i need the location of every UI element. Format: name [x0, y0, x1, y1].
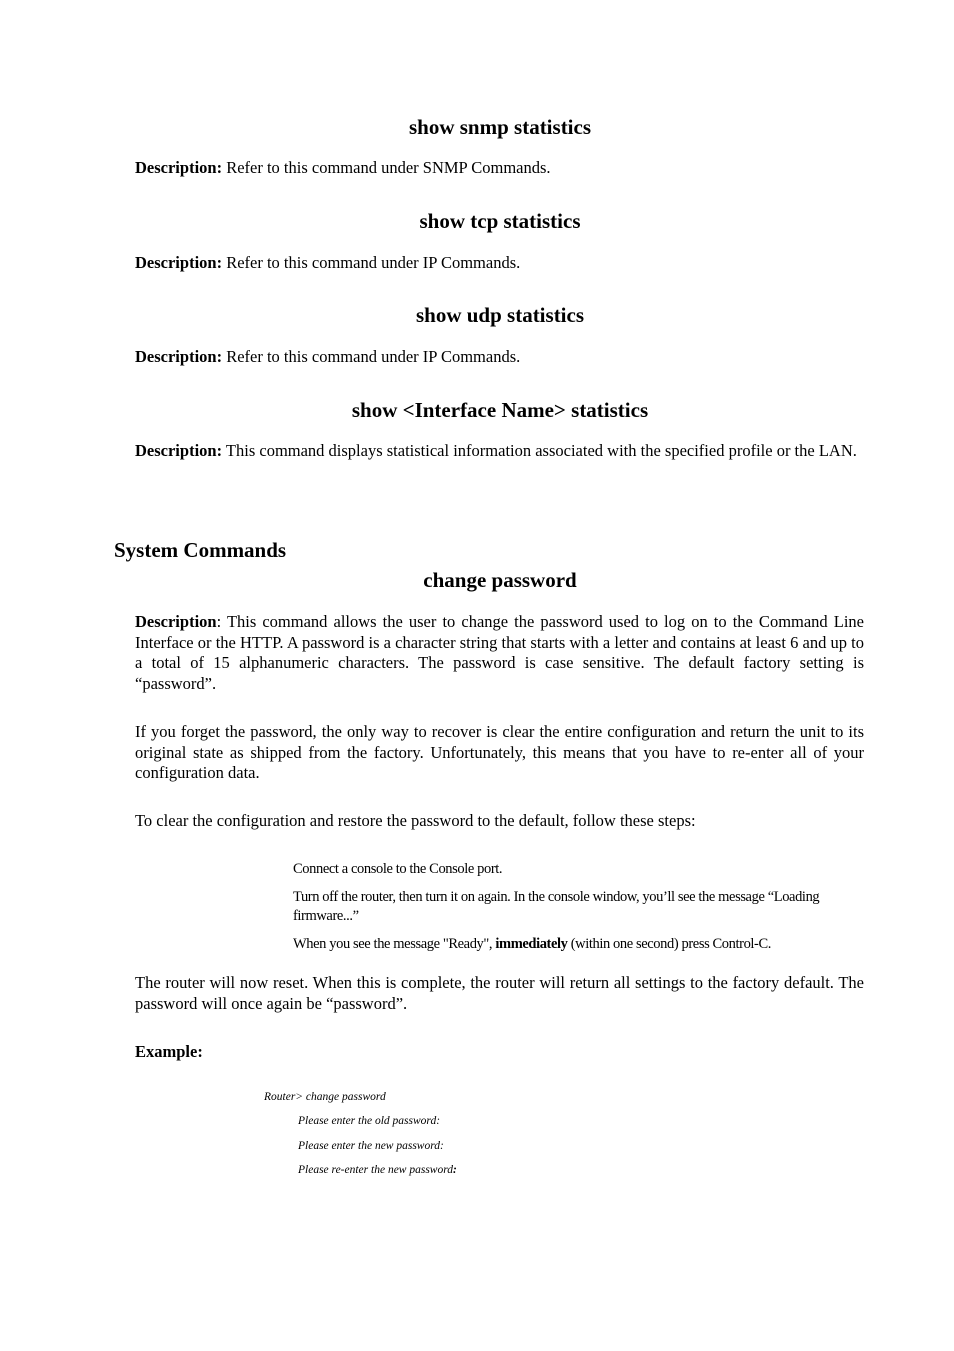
description-text: Refer to this command under IP Commands. [222, 347, 521, 366]
description-change-password [135, 612, 864, 694]
example-line: Please enter the old password: [298, 1115, 441, 1127]
description-label: Description: [135, 347, 223, 366]
description-label: Description: [135, 253, 223, 272]
paragraph-forgot-password: If you forget the password, the only way to recover is clear the entire configuration and return the unit to its original state as shipped from the factory. Unfortunately, this means that you have to re-enter all of your configuration data. [135, 722, 864, 782]
step-text: (within one second) press Control-C. [567, 936, 771, 952]
command-heading-udp: show udp statistics [415, 303, 585, 327]
description-text: This command displays statistical information associated with the specified profile or the LAN. [222, 441, 857, 460]
example-line [298, 1164, 457, 1176]
description-text: : This command allows the user to change the password used to log on to the Command Line Interface or the HTTP. A password is a character string that starts with a letter and contains at least 6 and up to a total of 15 alphanumeric characters. The password is case sensitive. The default factory setting is “password”. [135, 612, 864, 693]
description-tcp [135, 253, 864, 274]
description-label: Description: [135, 158, 223, 177]
command-heading-interface: show <Interface Name> statistics [351, 398, 649, 422]
command-heading-snmp: show snmp statistics [408, 115, 592, 139]
command-heading-change-password: change password [423, 568, 577, 592]
example-label: Example: [135, 1042, 203, 1061]
description-label: Description [135, 612, 217, 631]
example-line: Please enter the new password: [298, 1140, 444, 1152]
description-snmp [135, 158, 864, 179]
description-interface [135, 441, 864, 462]
step-emphasis: immediately [495, 936, 568, 952]
example-line-text: Please re-enter the new password [298, 1164, 454, 1176]
paragraph-steps-intro: To clear the configuration and restore the password to the default, follow these steps: [135, 811, 696, 830]
step-item [293, 935, 853, 954]
description-label: Description: [135, 441, 223, 460]
description-text: Refer to this command under IP Commands. [222, 253, 521, 272]
command-heading-tcp: show tcp statistics [419, 209, 581, 233]
step-text: When you see the message "Ready", [293, 936, 496, 952]
description-text: Refer to this command under SNMP Commands. [222, 158, 551, 177]
paragraph-reset: The router will now reset. When this is complete, the router will return all settings to the factory default. The password will once again be “password”. [135, 973, 864, 1013]
example-prompt: Router> change password [264, 1091, 386, 1103]
step-item: Turn off the router, then turn it on again. In the console window, you’ll see the message “Loading firmware...” [293, 889, 820, 924]
description-udp [135, 347, 864, 368]
example-line-colon: : [453, 1164, 457, 1176]
section-title: System Commands [114, 538, 287, 562]
step-item: Connect a console to the Console port. [293, 861, 503, 877]
